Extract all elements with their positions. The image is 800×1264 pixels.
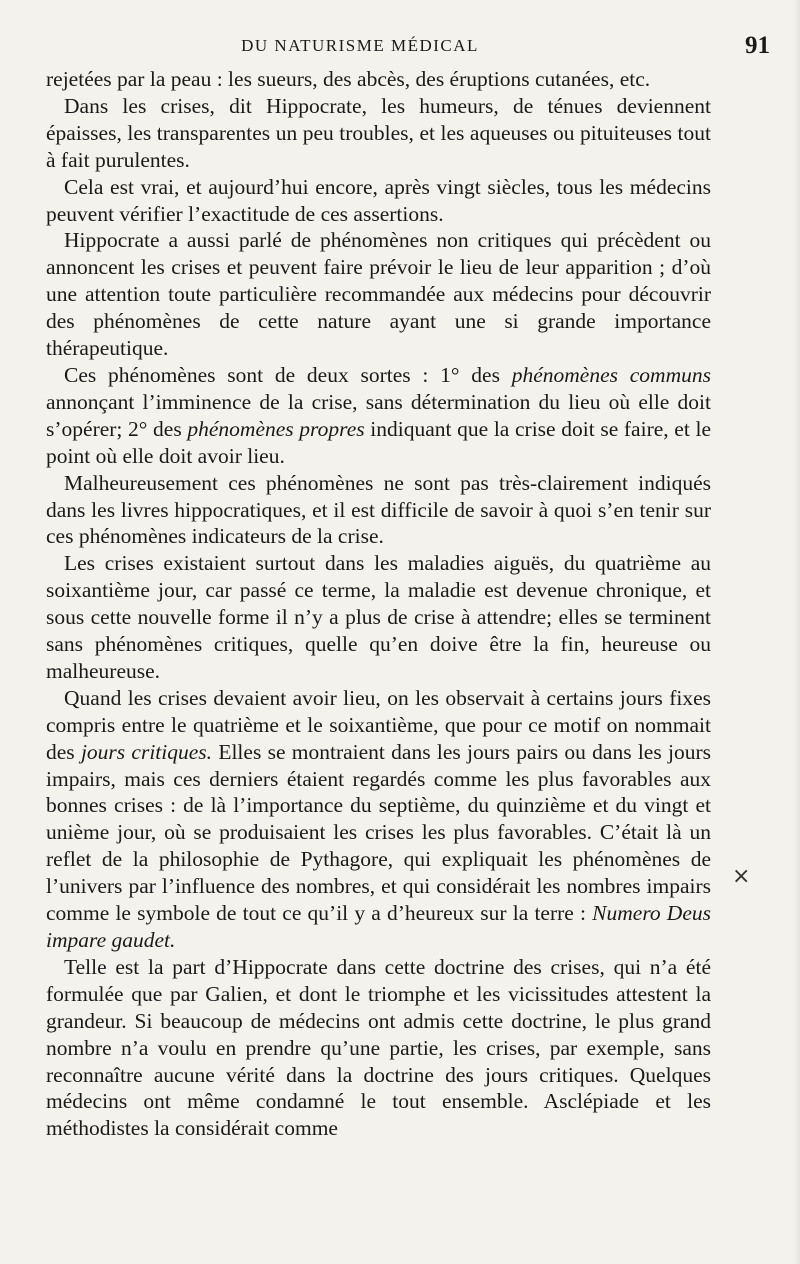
text-run: Hippocrate a aussi parlé de phénomènes non critiques qui précèdent ou annoncent les crises et peuvent faire prévoir le lieu de leur apparition ; d’où une attention toute particulière recommandée aux médecins pour découvrir des phénomènes de cette nature ayant une si grande importance thérapeutique.	[46, 228, 711, 361]
body-text	[46, 66, 711, 1142]
paragraph	[46, 954, 711, 1142]
margin-annotation-mark: ×	[732, 864, 751, 889]
paragraph	[46, 66, 711, 93]
text-run: indiquant que la crise doit se faire, et le point où elle doit avoir lieu.	[46, 416, 711, 468]
text-run: Cela est vrai, et aujourd’hui encore, après vingt siècles, tous les médecins peuvent vérifier l’exactitude de ces assertions.	[46, 174, 711, 226]
text-run: Quand les crises devaient avoir lieu, on les observait à certains jours fixes compris entre le quatrième et le soixantième, que pour ce motif on nommait des	[46, 685, 711, 764]
paragraph	[46, 550, 711, 685]
italic-phrase: phénomènes communs	[511, 362, 711, 387]
text-run: Malheureusement ces phénomènes ne sont pas très-clairement indiqués dans les livres hippocratiques, et il est difficile de savoir à quoi s’en tenir sur ces phénomènes indicateurs de la crise.	[46, 470, 711, 549]
page-number: 91	[745, 32, 770, 59]
text-run: Ces phénomènes sont de deux sortes : 1° des	[64, 362, 512, 387]
text-run: Telle est la part d’Hippocrate dans cette doctrine des crises, qui n’a été formulée que par Galien, et dont le triomphe et les vicissitudes attestent la grandeur. Si beaucoup de médecins ont admis cette doctrine, le plus grand nombre n’a voulu en prendre qu’une partie, les crises, par exemple, sans reconnaître aucune vérité dans la doctrine des jours critiques. Quelques médecins ont même condamné le tout ensemble. Asclépiade et les méthodistes la considérait comme	[46, 954, 711, 1141]
text-run: Elles se montraient dans les jours pairs ou dans les jours impairs, mais ces derniers étaient regardés comme les plus favorables aux bonnes crises : de là l’importance du septième, du quinzième et du vingt et unième jour, où se produisaient les crises les plus favorables. C’était là un reflet de la philosophie de Pythagore, qui expliquait les phénomènes de l’univers par l’influence des nombres, et qui considérait les nombres impairs comme le symbole de tout ce qu’il y a d’heureux sur la terre :	[46, 739, 711, 926]
text-run: Dans les crises, dit Hippocrate, les humeurs, de ténues deviennent épaisses, les transparentes un peu troubles, et les aqueuses ou pituiteuses tout à fait purulentes.	[46, 93, 711, 172]
text-run: Les crises existaient surtout dans les maladies aiguës, du quatrième au soixantième jour, car passé ce terme, la maladie est devenue chronique, et sous cette nouvelle forme il n’y a plus de crise à attendre; elles se terminent sans phénomènes critiques, quelle qu’en doive être la fin, heureuse ou malheureuse.	[46, 551, 711, 683]
paragraph	[46, 470, 711, 551]
italic-phrase: jours critiques.	[80, 739, 213, 764]
italic-phrase: phénomènes propres	[187, 416, 365, 441]
running-head-title: DU NATURISME MÉDICAL	[241, 36, 479, 55]
text-run: rejetées par la peau : les sueurs, des abcès, des éruptions cutanées, etc.	[46, 67, 651, 91]
paragraph	[46, 174, 711, 228]
text-run: annonçant l’imminence de la crise, sans détermination du lieu où elle doit s’opérer; 2° des	[46, 389, 711, 441]
paragraph	[46, 685, 711, 954]
italic-phrase: Numero Deus impare gaudet.	[46, 901, 711, 952]
paragraph	[46, 227, 711, 362]
paragraph	[46, 362, 711, 470]
running-head	[40, 32, 770, 62]
paragraph	[46, 93, 711, 174]
page-edge-shadow	[794, 0, 800, 1264]
